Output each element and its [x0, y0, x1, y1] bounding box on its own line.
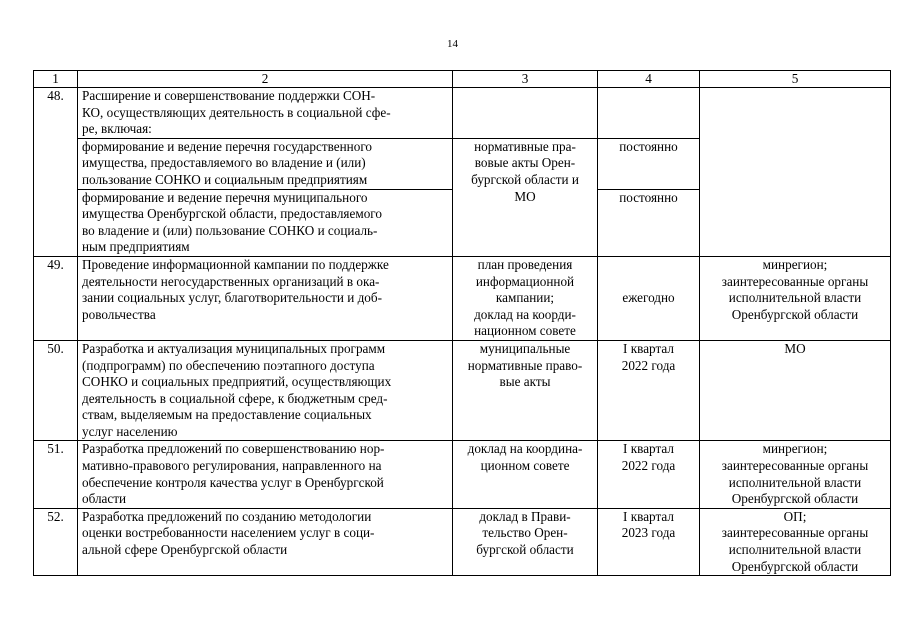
table-row	[34, 340, 891, 441]
measure-text: Разработка предложений по созданию методологии оценки востребованности населением услуг в соци- альной сфере Оренбургской области	[78, 508, 453, 575]
row-number: 51.	[34, 441, 78, 508]
term-cell: ежегодно	[598, 256, 700, 340]
column-header: 1	[34, 71, 78, 88]
term-cell: постоянно	[598, 189, 700, 256]
document-cell: муниципальные нормативные право- вые акты	[453, 340, 598, 441]
table-row	[34, 256, 891, 340]
measure-text: Расширение и совершенствование поддержки СОН- КО, осуществляющих деятельность в социальной сфе- ре, включая:	[78, 88, 453, 139]
responsible-cell: ОП; заинтересованные органы исполнительной власти Оренбургской области	[700, 508, 891, 575]
table-row	[34, 508, 891, 575]
term-cell: I квартал 2023 года	[598, 508, 700, 575]
term-cell: I квартал 2022 года	[598, 340, 700, 441]
measure-text: Проведение информационной кампании по поддержке деятельности негосударственных организаций в ока- зании социальных услуг, благотворительности и доб- ровольчества	[78, 256, 453, 340]
document-cell	[453, 88, 598, 139]
document-cell: доклад в Прави- тельство Орен- бургской области	[453, 508, 598, 575]
measure-text: Разработка и актуализация муниципальных программ (подпрограмм) по обеспечению поэтапного доступа СОНКО и социальных предприятий, осуществляющих деятельность в социальной сфере, к бюджетным сред- ствам, выделяемым на предоставление социальных услуг населению	[78, 340, 453, 441]
measure-text: Разработка предложений по совершенствованию нор- мативно-правового регулирования, направленного на обеспечение контроля качества услуг в Оренбургской области	[78, 441, 453, 508]
row-number: 49.	[34, 256, 78, 340]
measure-text: формирование и ведение перечня муниципального имущества Оренбургской области, предоставляемого во владение и (или) пользование СОНКО и социаль- ным предприятиям	[78, 189, 453, 256]
measure-text: формирование и ведение перечня государственного имущества, предоставляемого во владение и (или) пользование СОНКО и социальным предприятиям	[78, 138, 453, 189]
responsible-cell	[700, 88, 891, 257]
column-header: 3	[453, 71, 598, 88]
responsible-cell: МО	[700, 340, 891, 441]
column-header: 2	[78, 71, 453, 88]
responsible-cell: минрегион; заинтересованные органы исполнительной власти Оренбургской области	[700, 256, 891, 340]
row-number: 50.	[34, 340, 78, 441]
document-cell: нормативные пра- вовые акты Орен- бургской области и МО	[453, 138, 598, 256]
table-row	[34, 88, 891, 139]
column-header: 5	[700, 71, 891, 88]
row-number: 52.	[34, 508, 78, 575]
term-cell: постоянно	[598, 138, 700, 189]
responsible-cell: минрегион; заинтересованные органы исполнительной власти Оренбургской области	[700, 441, 891, 508]
row-number: 48.	[34, 88, 78, 257]
term-cell: I квартал 2022 года	[598, 441, 700, 508]
document-cell: доклад на координа- ционном совете	[453, 441, 598, 508]
term-cell	[598, 88, 700, 139]
column-header: 4	[598, 71, 700, 88]
table-row	[34, 441, 891, 508]
document-cell: план проведения информационной кампании; доклад на коорди- национном совете	[453, 256, 598, 340]
header-row	[34, 71, 891, 88]
measures-table	[33, 70, 891, 576]
page-number: 14	[447, 38, 458, 50]
